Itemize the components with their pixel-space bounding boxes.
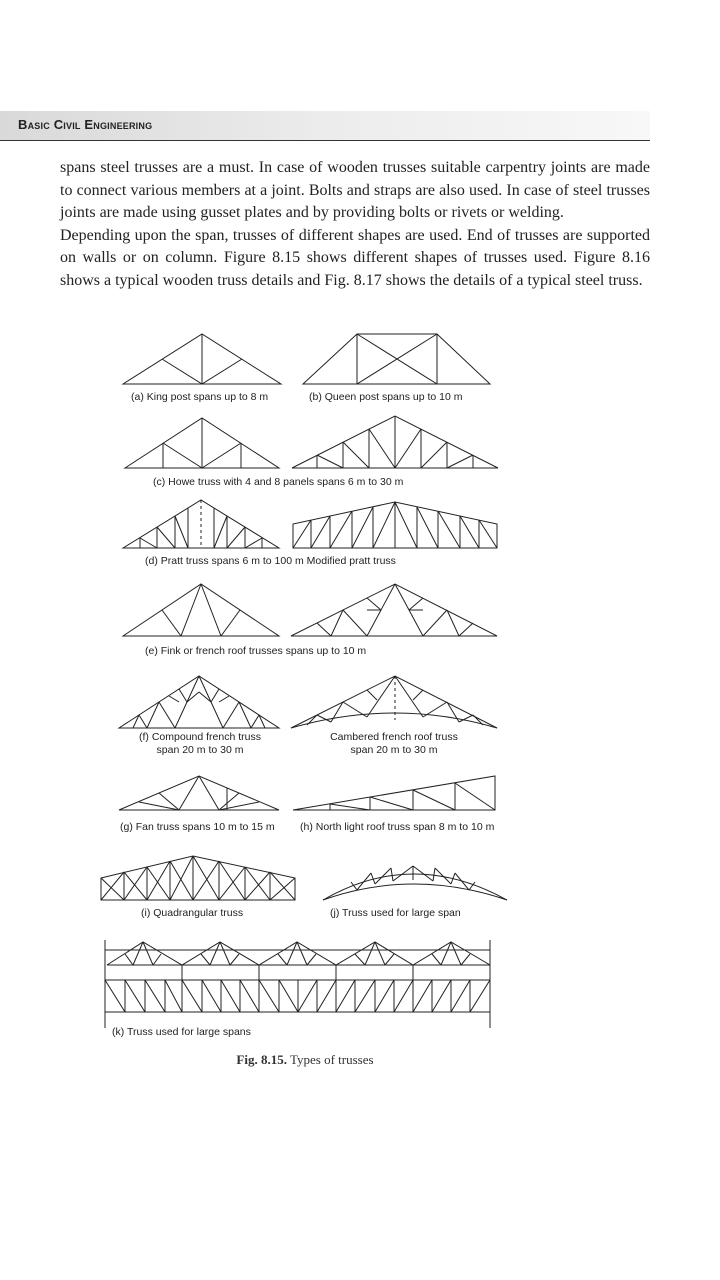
- fink-truss-compound: [291, 584, 497, 636]
- caption-pratt: (d) Pratt truss spans 6 m to 100 m Modified pratt truss: [145, 555, 396, 567]
- caption-arched: (j) Truss used for large span: [330, 907, 461, 919]
- running-header: Basic Civil Engineering: [18, 117, 153, 132]
- truss-figure: [95, 320, 525, 1050]
- caption-multi-bay: (k) Truss used for large spans: [112, 1026, 251, 1038]
- figure-number: Fig. 8.15.: [236, 1052, 287, 1067]
- king-post-truss: [123, 334, 281, 384]
- queen-post-truss: [303, 334, 490, 384]
- multi-bay-truss: [105, 940, 490, 1028]
- quadrangular-truss: [101, 856, 295, 900]
- howe-truss-8-panels: [292, 416, 498, 468]
- cambered-french-truss: [291, 676, 497, 728]
- caption-compound-french-line2: span 20 m to 30 m: [156, 744, 244, 756]
- body-text: [60, 157, 650, 292]
- figure-caption: [0, 1052, 610, 1068]
- caption-cambered-french-line2: span 20 m to 30 m: [350, 744, 438, 756]
- compound-french-truss: [119, 676, 279, 728]
- arched-large-span-truss: [323, 866, 507, 900]
- caption-fan: (g) Fan truss spans 10 m to 15 m: [120, 821, 275, 833]
- paragraph-2: Depending upon the span, trusses of different shapes are used. End of trusses are supported on walls or on column. Figure 8.15 shows different shapes of trusses used. Figure 8.16 shows a typical wooden truss details and Fig. 8.17 shows the details of a typical steel truss.: [60, 226, 650, 289]
- truss-drawings: [95, 320, 525, 1050]
- caption-queen-post: (b) Queen post spans up to 10 m: [309, 391, 463, 403]
- caption-quadrangular: (i) Quadrangular truss: [141, 907, 244, 919]
- pratt-truss: [123, 500, 279, 548]
- north-light-truss: [293, 776, 495, 810]
- caption-compound-french: [115, 731, 285, 757]
- caption-fink: (e) Fink or french roof trusses spans up to 10 m: [145, 645, 367, 657]
- caption-cambered-french: [309, 731, 479, 757]
- howe-truss-4-panels: [125, 418, 279, 468]
- modified-pratt-truss: [293, 502, 497, 548]
- caption-compound-french-line1: (f) Compound french truss: [139, 731, 261, 743]
- figure-title: Types of trusses: [289, 1052, 374, 1067]
- paragraph-1: spans steel trusses are a must. In case of wooden trusses suitable carpentry joints are made to connect various members at a joint. Bolts and straps are also used. In case of steel trusses joints are made using gusset plates and by providing bolts or rivets or welding.: [60, 159, 650, 221]
- caption-howe: (c) Howe truss with 4 and 8 panels spans 6 m to 30 m: [153, 476, 404, 488]
- caption-cambered-french-line1: Cambered french roof truss: [330, 731, 458, 743]
- fan-truss: [119, 776, 279, 810]
- caption-north-light: (h) North light roof truss span 8 m to 10 m: [300, 821, 495, 833]
- fink-truss: [123, 584, 279, 636]
- caption-king-post: (a) King post spans up to 8 m: [131, 391, 269, 403]
